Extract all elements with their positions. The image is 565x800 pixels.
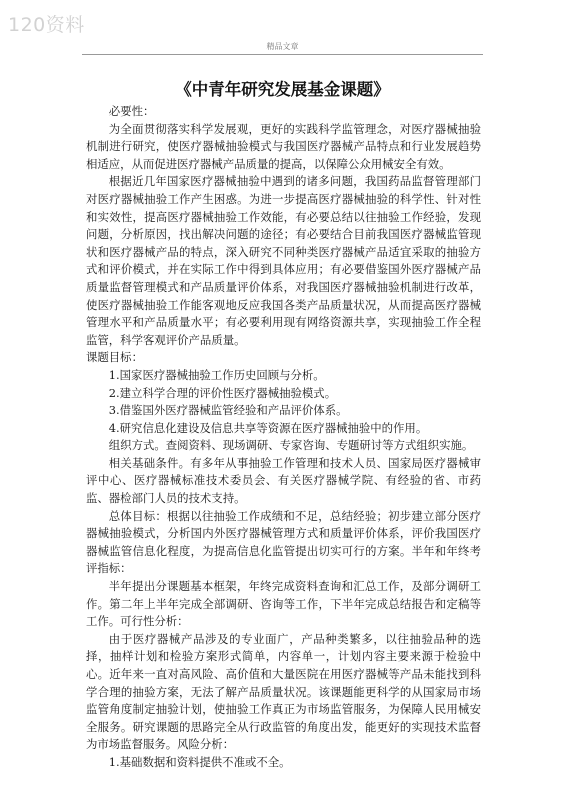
list-item: 1.基础数据和资料提供不准或不全。 xyxy=(108,754,291,769)
page-header: 精品文章 xyxy=(266,42,299,51)
paragraph: 相关基础条件。有多年从事抽验工作管理和技术人员、国家局医疗器械审评中心、医疗器械标准技术委员会、有关医疗器械学院、有经验的省、市药监、器检部门人员的技术支持。 xyxy=(86,455,481,506)
list-item: 4.研究信息化建设及信息共享等资源在医疗器械抽验中的作用。 xyxy=(108,420,428,435)
paragraph: 组织方式。查阅资料、现场调研、专家咨询、专题研讨等方式组织实施。 xyxy=(108,438,474,453)
paragraph: 由于医疗器械产品涉及的专业面广，产品种类繁多，以往抽验品种的选择，抽样计划和检验方案形式简单，内容单一，计划内容主要来源于检验中心。近年来一直对高风险、高价值和大量医院在用医疗器械等产品未能找到科学合理的抽验方案，无法了解产品质量状况。该课题能更科学的从国家局市场监管角度制定抽验计划，使抽验工作真正为市场监管服务，为保障人民用械安全服务。研究课题的思路完全从行政监管的角度出发，能更好的实现技术监督为市场监督服务。风险分析： xyxy=(86,631,481,752)
section-heading-necessity: 必要性： xyxy=(108,104,155,118)
paragraph: 为全面贯彻落实科学发展观，更好的实践科学监管理念，对医疗器械抽验机制进行研究，使医疗器械抽验模式与我国医疗器械产品特点和行业发展趋势相适应，从而促进医疗器械产品质量的提高，以保障公众用械安全有效。 xyxy=(86,121,481,171)
paragraph: 半年提出分课题基本框架，年终完成资料查询和汇总工作，及部分调研工作。第二年上半年完成全部调研、咨询等工作，下半年完成总结报告和定稿等工作。可行性分析： xyxy=(86,579,481,629)
paragraph: 总体目标：根据以往抽验工作成绩和不足，总结经验；初步建立部分医疗器械抽验模式，分析国内外医疗器械管理方式和质量评价体系，评价我国医疗器械监管信息化程度，为提高信息化监管提出切实可行的方案。半年和年终考评指标： xyxy=(86,508,481,576)
list-item: 3.借鉴国外医疗器械监管经验和产品评价体系。 xyxy=(108,403,348,418)
list-item: 2.建立科学合理的评价性医疗器械抽验模式。 xyxy=(108,385,337,400)
header-divider xyxy=(82,54,483,55)
watermark-logo: 120资料 xyxy=(8,14,85,36)
document-body xyxy=(86,103,481,772)
section-heading-goals: 课题目标： xyxy=(86,350,143,365)
paragraph: 根据近几年国家医疗器械抽验中遇到的诸多问题，我国药品监督管理部门对医疗器械抽验工作产生困惑。为进一步提高医疗器械抽验的科学性、针对性和实效性，提高医疗器械抽验工作效能，有必要总结以往抽验工作经验，发现问题，分析原因，找出解决问题的途径；有必要结合目前我国医疗器械监管现状和医疗器械产品的特点，深入研究不同种类医疗器械产品适宜采取的抽验方式和评价模式，并在实际工作中得到具体应用；有必要借鉴国外医疗器械产品质量监督管理模式和产品质量评价体系，对我国医疗器械抽验机制进行改革，使医疗器械抽验工作能客观地反应我国各类产品质量状况，从而提高医疗器械管理水平和产品质量水平；有必要利用现有网络资源共享，实现抽验工作全程监管，科学客观评价产品质量。 xyxy=(86,174,481,347)
document-title: 《中青年研究发展基金课题》 xyxy=(175,80,390,99)
list-item: 1.国家医疗器械抽验工作历史回顾与分析。 xyxy=(108,367,325,382)
